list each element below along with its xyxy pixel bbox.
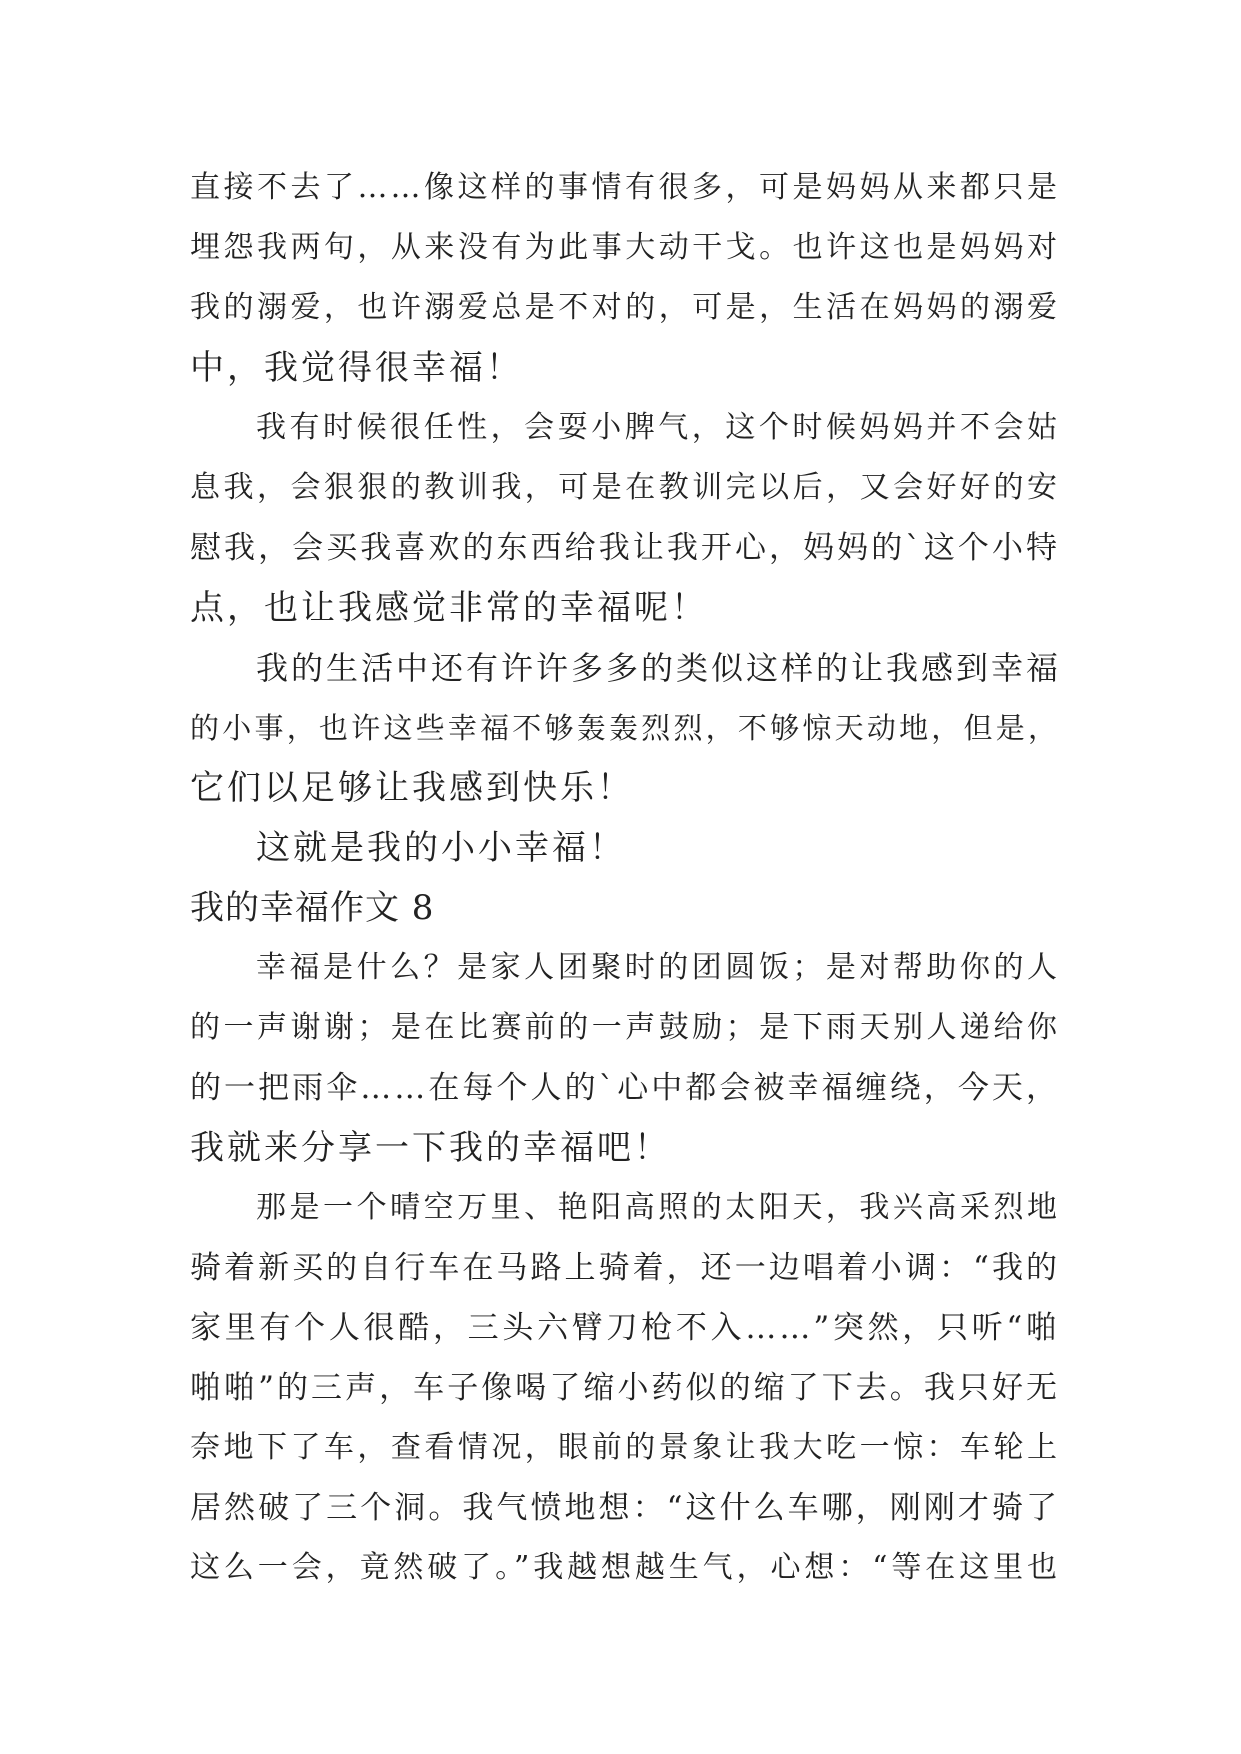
section-heading: 我的幸福作文 8 [190, 888, 435, 928]
text-line: 奈地下了车，查看情况，眼前的景象让我大吃一惊：车轮上 [190, 1430, 1060, 1465]
paragraph-first-line: 那是一个晴空万里、艳阳高照的太阳天，我兴高采烈地 [256, 1190, 1060, 1225]
text-line: 直接不去了……像这样的事情有很多，可是妈妈从来都只是 [190, 170, 1060, 205]
text-line: 中，我觉得很幸福！ [190, 348, 523, 388]
text-line: 息我，会狠狠的教训我，可是在教训完以后，又会好好的安 [190, 470, 1060, 505]
text-line: 的一把雨伞……在每个人的`心中都会被幸福缠绕，今天， [190, 1070, 1060, 1106]
text-line: 的一声谢谢；是在比赛前的一声鼓励；是下雨天别人递给你 [190, 1010, 1060, 1045]
document-page [190, 158, 1060, 1598]
text-line: 慰我，会买我喜欢的东西给我让我开心，妈妈的`这个小特 [190, 530, 1060, 566]
text-line: 骑着新买的自行车在马路上骑着，还一边唱着小调：“我的 [190, 1250, 1060, 1286]
text-line: 我就来分享一下我的幸福吧！ [190, 1128, 671, 1168]
text-line: 的小事，也许这些幸福不够轰轰烈烈，不够惊天动地，但是， [190, 711, 1060, 745]
paragraph-first-line: 这就是我的小小幸福！ [256, 828, 626, 868]
text-line: 埋怨我两句，从来没有为此事大动干戈。也许这也是妈妈对 [190, 230, 1060, 265]
text-line: 这么一会，竟然破了。”我越想越生气，心想：“等在这里也 [190, 1550, 1060, 1585]
text-line: 家里有个人很酷，三头六臂刀枪不入……”突然，只听“啪 [190, 1310, 1060, 1346]
text-line: 居然破了三个洞。我气愤地想：“这什么车哪，刚刚才骑了 [190, 1490, 1060, 1526]
text-line: 啪啪”的三声，车子像喝了缩小药似的缩了下去。我只好无 [190, 1370, 1060, 1406]
paragraph-first-line: 我有时候很任性，会耍小脾气，这个时候妈妈并不会姑 [256, 410, 1060, 445]
paragraph-first-line: 我的生活中还有许许多多的类似这样的让我感到幸福 [256, 649, 1062, 687]
paragraph-first-line: 幸福是什么？是家人团聚时的团圆饭；是对帮助你的人 [256, 950, 1060, 985]
text-line: 点，也让我感觉非常的幸福呢！ [190, 588, 708, 628]
text-line: 我的溺爱，也许溺爱总是不对的，可是，生活在妈妈的溺爱 [190, 290, 1060, 325]
text-line: 它们以足够让我感到快乐！ [190, 768, 634, 808]
